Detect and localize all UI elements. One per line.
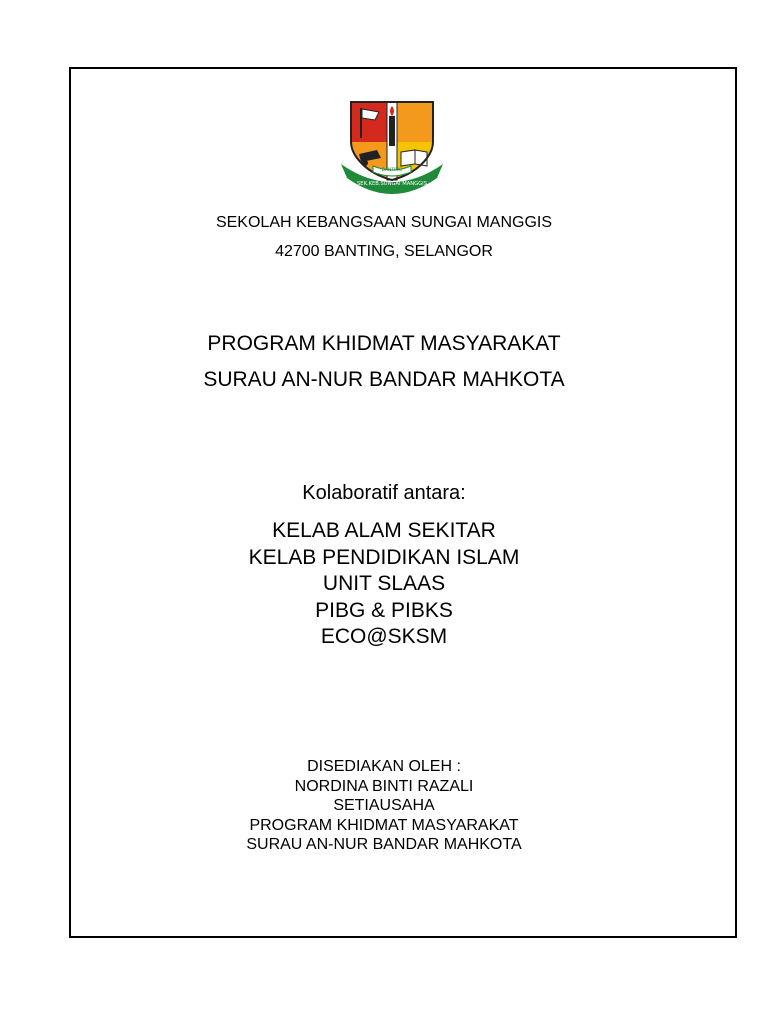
preparer-name: NORDINA BINTI RAZALI <box>294 777 474 795</box>
prepared-by-heading: DISEDIAKAN OLEH : <box>307 758 461 775</box>
school-header <box>0 212 768 262</box>
program-title <box>0 330 768 393</box>
program-title-line-2: SURAU AN-NUR BANDAR MAHKOTA <box>203 368 565 391</box>
school-address: 42700 BANTING, SELANGOR <box>275 243 493 260</box>
collaborator-item: KELAB ALAM SEKITAR <box>272 519 496 542</box>
prepared-program-line-2: SURAU AN-NUR BANDAR MAHKOTA <box>246 836 522 853</box>
school-name: SEKOLAH KEBANGSAAN SUNGAI MANGGIS <box>215 214 553 231</box>
collaboration-list <box>0 518 768 651</box>
school-crest-logo <box>337 94 447 194</box>
program-title-line-1: PROGRAM KHIDMAT MASYARAKAT <box>207 332 561 355</box>
collaboration-intro: Kolaboratif antara: <box>302 482 466 504</box>
svg-text:SEK.KEB.SUNGAI MANGGIS: SEK.KEB.SUNGAI MANGGIS <box>357 181 427 187</box>
prepared-program-line-1: PROGRAM KHIDMAT MASYARAKAT <box>249 816 519 834</box>
collaborator-item: ECO@SKSM <box>320 625 448 648</box>
svg-text:BANTING: BANTING <box>381 168 403 173</box>
preparer-role: SETIAUSAHA <box>333 797 435 814</box>
prepared-by-section <box>0 757 768 855</box>
collaborator-item: PIBG & PIBKS <box>315 598 453 622</box>
collaborator-item: KELAB PENDIDIKAN ISLAM <box>248 545 520 569</box>
collaborator-item: UNIT SLAAS <box>322 572 446 595</box>
